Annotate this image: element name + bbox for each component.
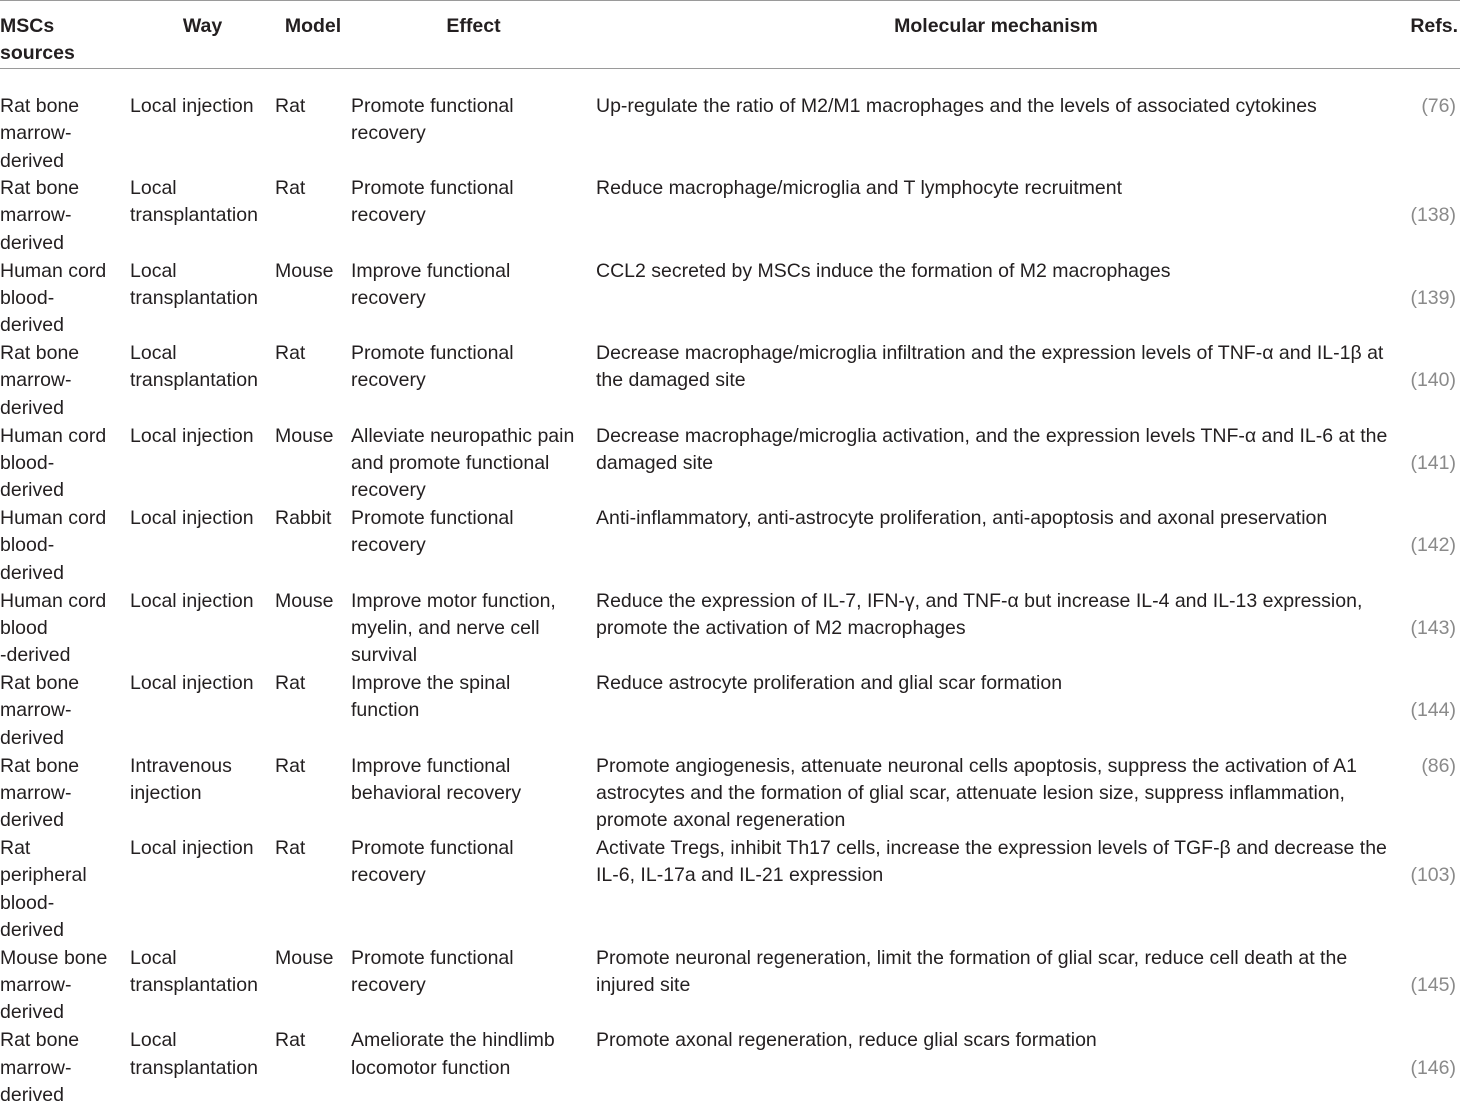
cell-way-line: Local injection (130, 94, 254, 117)
reference-link[interactable]: (103) (1410, 864, 1456, 887)
cell-ref (1396, 340, 1460, 423)
cell-source (0, 753, 130, 836)
cell-mechanism (596, 835, 1396, 945)
cell-way-line: Local (130, 946, 177, 969)
cell-model (275, 753, 351, 836)
table-row (0, 835, 1460, 945)
cell-effect-line: Promote functional (351, 837, 514, 860)
cell-way-line: Local injection (130, 672, 254, 695)
cell-model (275, 258, 351, 341)
cell-effect-line: recovery (351, 479, 426, 502)
cell-source (0, 835, 130, 945)
cell-source (0, 1027, 130, 1110)
cell-effect (351, 835, 596, 945)
table-row (0, 258, 1460, 341)
cell-effect (351, 1027, 596, 1110)
cell-mechanism (596, 1027, 1396, 1110)
table-row (0, 505, 1460, 588)
cell-source (0, 505, 130, 588)
cell-effect-line: Promote functional (351, 507, 514, 530)
cell-effect-line: Promote functional (351, 177, 514, 200)
cell-model (275, 1027, 351, 1110)
cell-effect (351, 945, 596, 1028)
cell-mechanism-line: Decrease macrophage/microglia activation, and the expression levels TNF-α and IL-6 at the (596, 424, 1388, 447)
reference-link[interactable]: (144) (1410, 699, 1456, 722)
cell-ref (1396, 175, 1460, 258)
cell-source-line: derived (0, 809, 64, 832)
cell-mechanism-line: Reduce macrophage/microglia and T lymphocyte recruitment (596, 177, 1123, 200)
cell-source-line: marrow- (0, 369, 72, 392)
cell-source-line: blood (0, 616, 48, 639)
cell-way (130, 175, 275, 258)
cell-way-line: Local (130, 1029, 177, 1052)
cell-mechanism (596, 505, 1396, 588)
cell-model-line: Rat (275, 177, 306, 200)
cell-source-line: blood- (0, 891, 55, 914)
cell-way-line: Local injection (130, 837, 254, 860)
reference-link[interactable]: (143) (1410, 616, 1456, 639)
cell-way-line: Local (130, 342, 177, 365)
cell-mechanism (596, 340, 1396, 423)
cell-source-line: marrow- (0, 204, 72, 227)
cell-way-line: Local (130, 177, 177, 200)
header-mechanism: Molecular mechanism (894, 15, 1098, 37)
cell-mechanism (596, 753, 1396, 836)
header-model: Model (284, 15, 342, 37)
cell-mechanism (596, 175, 1396, 258)
cell-source (0, 340, 130, 423)
cell-mechanism-line: promote axonal regeneration (596, 809, 846, 832)
cell-effect (351, 670, 596, 753)
cell-mechanism-line: Promote angiogenesis, attenuate neuronal cells apoptosis, suppress the activation of A1 (596, 754, 1357, 777)
cell-mechanism-line: Activate Tregs, inhibit Th17 cells, increase the expression levels of TGF-β and decrease the (596, 837, 1387, 860)
cell-source-line: derived (0, 231, 64, 254)
cell-mechanism-line: Promote axonal regeneration, reduce glial scars formation (596, 1029, 1097, 1052)
cell-effect-line: Improve the spinal (351, 672, 511, 695)
cell-way-line: Local injection (130, 507, 254, 530)
cell-way-line: transplantation (130, 1056, 258, 1079)
cell-ref (1396, 753, 1460, 836)
cell-mechanism-line: Reduce astrocyte proliferation and glial scar formation (596, 672, 1063, 695)
table-row (0, 753, 1460, 836)
cell-model-line: Rat (275, 94, 306, 117)
cell-mechanism (596, 68, 1396, 175)
cell-way-line: Local (130, 259, 177, 282)
cell-source-line: derived (0, 919, 64, 942)
reference-link[interactable]: (145) (1410, 974, 1456, 997)
cell-source (0, 68, 130, 175)
cell-model (275, 423, 351, 506)
cell-way (130, 1027, 275, 1110)
table-row (0, 340, 1460, 423)
cell-effect-line: recovery (351, 286, 426, 309)
header-refs: Refs. (1410, 15, 1458, 37)
cell-effect (351, 258, 596, 341)
cell-source-line: derived (0, 726, 64, 749)
cell-mechanism-line: promote the activation of M2 macrophages (596, 616, 966, 639)
reference-link[interactable]: (138) (1410, 204, 1456, 227)
reference-link[interactable]: (146) (1410, 1056, 1456, 1079)
cell-effect (351, 753, 596, 836)
cell-effect-line: Ameliorate the hindlimb (351, 1029, 555, 1052)
cell-source-line: Rat bone (0, 94, 80, 117)
cell-mechanism-line: Decrease macrophage/microglia infiltration and the expression levels of TNF-α and IL-1β at (596, 342, 1384, 365)
cell-source-line: marrow- (0, 974, 72, 997)
cell-effect (351, 68, 596, 175)
reference-link[interactable]: (86) (1421, 754, 1456, 777)
reference-link[interactable]: (142) (1410, 534, 1456, 557)
cell-mechanism-line: CCL2 secreted by MSCs induce the formation of M2 macrophages (596, 259, 1171, 282)
cell-effect-line: Improve motor function, (351, 589, 556, 612)
cell-source (0, 670, 130, 753)
cell-effect-line: and promote functional (351, 451, 550, 474)
cell-mechanism (596, 588, 1396, 671)
cell-ref (1396, 258, 1460, 341)
cell-effect-line: locomotor function (351, 1056, 511, 1079)
cell-mechanism-line: Promote neuronal regeneration, limit the formation of glial scar, reduce cell death at the (596, 946, 1348, 969)
cell-model (275, 68, 351, 175)
cell-way-line: Local injection (130, 424, 254, 447)
cell-mechanism (596, 423, 1396, 506)
cell-source-line: Rat bone (0, 342, 80, 365)
cell-ref (1396, 1027, 1460, 1110)
cell-ref (1396, 670, 1460, 753)
cell-effect-line: behavioral recovery (351, 781, 522, 804)
cell-source-line: derived (0, 1001, 64, 1024)
cell-model-line: Rabbit (275, 507, 332, 530)
cell-model-line: Mouse (275, 589, 334, 612)
cell-way (130, 835, 275, 945)
cell-source-line: marrow- (0, 122, 72, 145)
cell-effect-line: recovery (351, 974, 426, 997)
table-row (0, 175, 1460, 258)
cell-way (130, 505, 275, 588)
cell-source-line: blood- (0, 286, 55, 309)
cell-way-line: Local injection (130, 589, 254, 612)
cell-effect (351, 588, 596, 671)
cell-ref (1396, 68, 1460, 175)
cell-model (275, 505, 351, 588)
cell-mechanism-line: Reduce the expression of IL-7, IFN-γ, and TNF-α but increase IL-4 and IL-13 expression, (596, 589, 1363, 612)
cell-source-line: blood- (0, 451, 55, 474)
cell-source (0, 945, 130, 1028)
table-row (0, 670, 1460, 753)
cell-model (275, 835, 351, 945)
cell-source-line: peripheral (0, 864, 87, 887)
cell-effect-line: function (351, 699, 420, 722)
cell-source-line: marrow- (0, 781, 72, 804)
cell-source-line: derived (0, 314, 64, 337)
cell-model-line: Rat (275, 837, 306, 860)
cell-model (275, 340, 351, 423)
cell-effect-line: recovery (351, 534, 426, 557)
table-row (0, 68, 1460, 175)
cell-effect-line: recovery (351, 122, 426, 145)
reference-link[interactable]: (76) (1421, 94, 1456, 117)
table-row (0, 423, 1460, 506)
cell-effect-line: Improve functional (351, 259, 511, 282)
cell-way-line: transplantation (130, 369, 258, 392)
cell-source-line: derived (0, 396, 64, 419)
cell-mechanism (596, 258, 1396, 341)
cell-mechanism (596, 945, 1396, 1028)
header-way: Way (182, 15, 223, 37)
cell-source (0, 175, 130, 258)
cell-way (130, 68, 275, 175)
cell-effect-line: survival (351, 644, 418, 667)
cell-model-line: Rat (275, 672, 306, 695)
cell-way (130, 588, 275, 671)
cell-effect (351, 423, 596, 506)
cell-ref (1396, 423, 1460, 506)
cell-source-line: blood- (0, 534, 55, 557)
table-row (0, 588, 1460, 671)
header-row (0, 1, 1460, 69)
cell-effect-line: recovery (351, 864, 426, 887)
cell-model-line: Rat (275, 1029, 306, 1052)
cell-source-line: derived (0, 1083, 64, 1106)
cell-source-line: Rat (0, 837, 31, 860)
cell-mechanism-line: the damaged site (596, 369, 746, 392)
cell-source-line: Rat bone (0, 1029, 80, 1052)
cell-source-line: Human cord (0, 589, 107, 612)
reference-link[interactable]: (140) (1410, 369, 1456, 392)
table-row (0, 945, 1460, 1028)
cell-model-line: Rat (275, 754, 306, 777)
cell-source-line: derived (0, 561, 64, 584)
cell-source-line: marrow- (0, 699, 72, 722)
cell-model (275, 175, 351, 258)
cell-source-line: Human cord (0, 259, 107, 282)
cell-source (0, 258, 130, 341)
reference-link[interactable]: (141) (1410, 451, 1456, 474)
cell-effect-line: Promote functional (351, 94, 514, 117)
cell-source-line: Rat bone (0, 754, 80, 777)
cell-way (130, 258, 275, 341)
cell-model (275, 945, 351, 1028)
cell-way-line: Intravenous (130, 754, 232, 777)
cell-effect (351, 340, 596, 423)
cell-ref (1396, 835, 1460, 945)
cell-way-line: transplantation (130, 204, 258, 227)
cell-mechanism-line: damaged site (596, 451, 714, 474)
cell-way-line: transplantation (130, 286, 258, 309)
cell-source-line: Rat bone (0, 177, 80, 200)
header-effect: Effect (446, 15, 501, 37)
cell-source-line: Human cord (0, 424, 107, 447)
cell-effect-line: recovery (351, 369, 426, 392)
cell-source (0, 423, 130, 506)
table-header (0, 1, 1460, 69)
cell-ref (1396, 945, 1460, 1028)
cell-source-line: marrow- (0, 1056, 72, 1079)
cell-ref (1396, 588, 1460, 671)
cell-mechanism-line: IL-6, IL-17a and IL-21 expression (596, 864, 884, 887)
cell-source-line: Rat bone (0, 672, 80, 695)
cell-way (130, 423, 275, 506)
reference-link[interactable]: (139) (1410, 286, 1456, 309)
cell-ref (1396, 505, 1460, 588)
cell-effect (351, 175, 596, 258)
cell-effect (351, 505, 596, 588)
table-body (0, 68, 1460, 1109)
cell-model-line: Mouse (275, 424, 334, 447)
cell-mechanism-line: astrocytes and the formation of glial scar, attenuate lesion size, suppress inflammation, (596, 781, 1345, 804)
cell-source (0, 588, 130, 671)
cell-way-line: transplantation (130, 974, 258, 997)
cell-effect-line: recovery (351, 204, 426, 227)
cell-model (275, 588, 351, 671)
cell-effect-line: Alleviate neuropathic pain (351, 424, 575, 447)
cell-source-line: Mouse bone (0, 946, 108, 969)
cell-model (275, 670, 351, 753)
cell-effect-line: myelin, and nerve cell (351, 616, 540, 639)
cell-mechanism (596, 670, 1396, 753)
cell-source-line: derived (0, 149, 64, 172)
cell-way-line: injection (130, 781, 202, 804)
cell-source-line: -derived (0, 644, 71, 667)
cell-model-line: Mouse (275, 259, 334, 282)
cell-way (130, 340, 275, 423)
cell-source-line: derived (0, 479, 64, 502)
cell-model-line: Rat (275, 342, 306, 365)
cell-way (130, 753, 275, 836)
cell-effect-line: Improve functional (351, 754, 511, 777)
cell-model-line: Mouse (275, 946, 334, 969)
cell-mechanism-line: Up-regulate the ratio of M2/M1 macrophages and the levels of associated cytokines (596, 94, 1317, 117)
cell-mechanism-line: injured site (596, 974, 691, 997)
cell-mechanism-line: Anti-inflammatory, anti-astrocyte proliferation, anti-apoptosis and axonal preservation (596, 507, 1328, 530)
cell-way (130, 670, 275, 753)
header-source: MSCs sources (0, 15, 75, 65)
cell-way (130, 945, 275, 1028)
cell-effect-line: Promote functional (351, 946, 514, 969)
table-row (0, 1027, 1460, 1110)
cell-effect-line: Promote functional (351, 342, 514, 365)
cell-source-line: Human cord (0, 507, 107, 530)
